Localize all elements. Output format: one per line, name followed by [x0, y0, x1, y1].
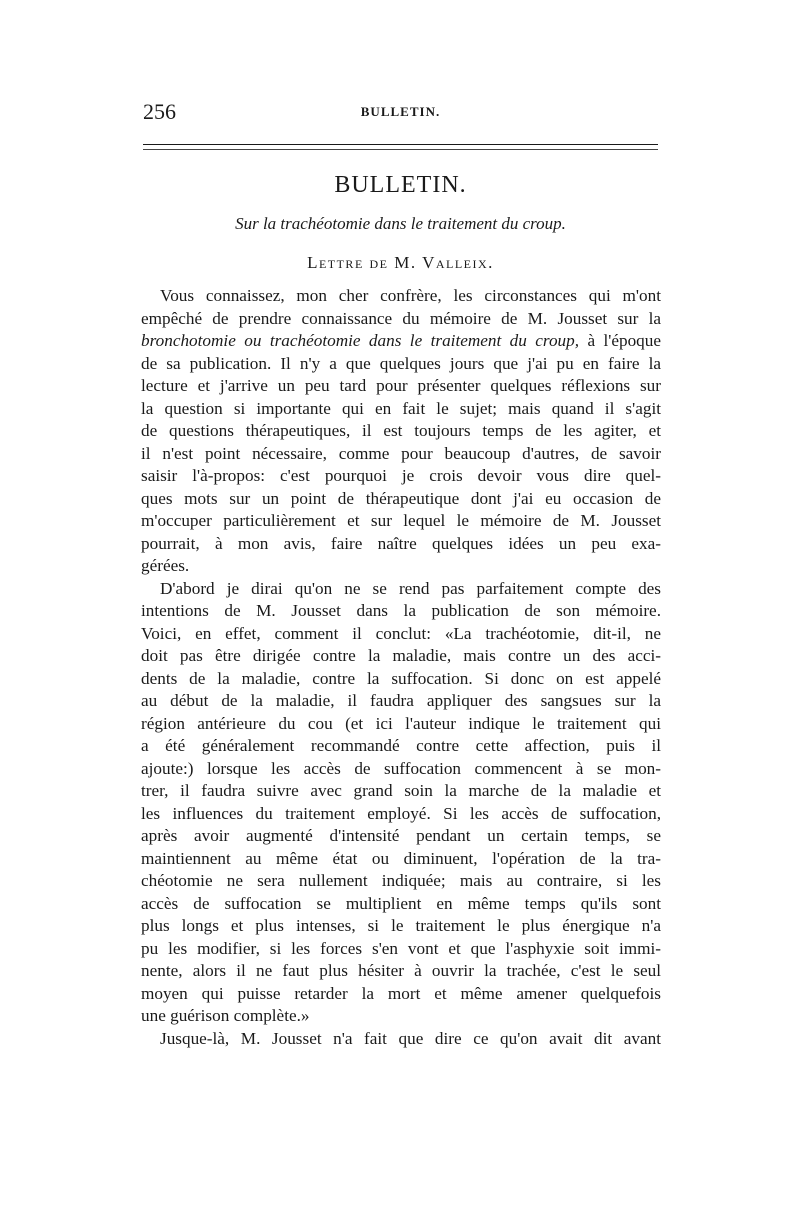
text-line: moyen qui puisse retarder la mort et même amener quelquefois [141, 983, 661, 1003]
body-text [141, 285, 661, 1050]
text-line: région antérieure du cou (et ici l'auteur indique le traitement qui [141, 713, 661, 733]
text-line: Jusque-là, M. Jousset n'a fait que dire ce qu'on avait dit avant [160, 1028, 661, 1048]
text-line: dents de la maladie, contre la suffocation. Si donc on est appelé [141, 668, 661, 688]
text-line: empêché de prendre connaissance du mémoire de M. Jousset sur la [141, 308, 661, 328]
text-line: ques mots sur un point de thérapeutique dont j'ai eu occasion de [141, 488, 661, 508]
running-title: BULLETIN. [360, 104, 441, 119]
text-line: chéotomie ne sera nullement indiquée; mais au contraire, si les [141, 871, 661, 890]
text-line: ajoute:) lorsque les accès de suffocation commencent à se mon- [141, 758, 661, 778]
text-line: pourrait, à mon avis, faire naître quelques idées un peu exa- [141, 533, 661, 553]
text-line: a été généralement recommandé contre cette affection, puis il [141, 736, 661, 755]
article-title: BULLETIN. [334, 172, 467, 198]
header-rule-thin [143, 149, 658, 150]
text-line: Voici, en effet, comment il conclut: «La trachéotomie, dit-il, ne [141, 623, 661, 643]
text-line-rest: à l'époque [579, 331, 661, 350]
text-line: de sa publication. Il n'y a que quelques jours que j'ai pu en faire la [141, 353, 661, 373]
text-line: D'abord je dirai qu'on ne se rend pas parfaitement compte des [160, 578, 661, 598]
text-line: une guérison complète.» [141, 1006, 310, 1025]
article-subtitle: Sur la trachéotomie dans le traitement du croup. [235, 214, 566, 233]
text-line: Vous connaissez, mon cher confrère, les circonstances qui m'ont [160, 286, 661, 305]
header-rule [143, 144, 658, 145]
page-number: 256 [143, 99, 176, 124]
text-line: trer, il faudra suivre avec grand soin la marche de la maladie et [141, 781, 661, 800]
text-line: il n'est point nécessaire, comme pour beaucoup d'autres, de savoir [141, 443, 661, 463]
text-line [141, 330, 661, 353]
text-line: la question si importante qui en fait le sujet; mais quand il s'agit [141, 398, 661, 418]
text-line: saisir l'à-propos: c'est pourquoi je crois devoir vous dire quel- [141, 466, 661, 485]
text-line: m'occuper particulièrement et sur lequel le mémoire de M. Jousset [141, 511, 661, 530]
text-line: les influences du traitement employé. Si les accès de suffocation, [141, 803, 661, 823]
text-line: maintiennent au même état ou diminuent, l'opération de la tra- [141, 848, 661, 868]
text-line: au début de la maladie, il faudra appliquer des sangsues sur la [141, 691, 661, 710]
text-line: nente, alors il ne faut plus hésiter à ouvrir la trachée, c'est le seul [141, 961, 661, 980]
letter-heading: Lettre de M. Valleix. [307, 253, 494, 272]
text-line: doit pas être dirigée contre la maladie, mais contre un des acci- [141, 646, 661, 665]
text-line: gérées. [141, 556, 190, 575]
text-line: après avoir augmenté d'intensité pendant un certain temps, se [141, 826, 661, 845]
text-line: de questions thérapeutiques, il est toujours temps de les agiter, et [141, 421, 661, 440]
text-line: lecture et j'arrive un peu tard pour présenter quelques réflexions sur [141, 376, 661, 395]
text-line: accès de suffocation se multiplient en même temps qu'ils sont [141, 893, 661, 913]
text-line: plus longs et plus intenses, si le traitement le plus énergique n'a [141, 916, 661, 935]
text-line: pu les modifier, si les forces s'en vont et que l'asphyxie soit immi- [141, 938, 661, 958]
running-head [143, 100, 658, 124]
text-line: intentions de M. Jousset dans la publication de son mémoire. [141, 601, 661, 620]
italic-title-ref: bronchotomie ou trachéotomie dans le traitement du croup, [141, 331, 580, 350]
